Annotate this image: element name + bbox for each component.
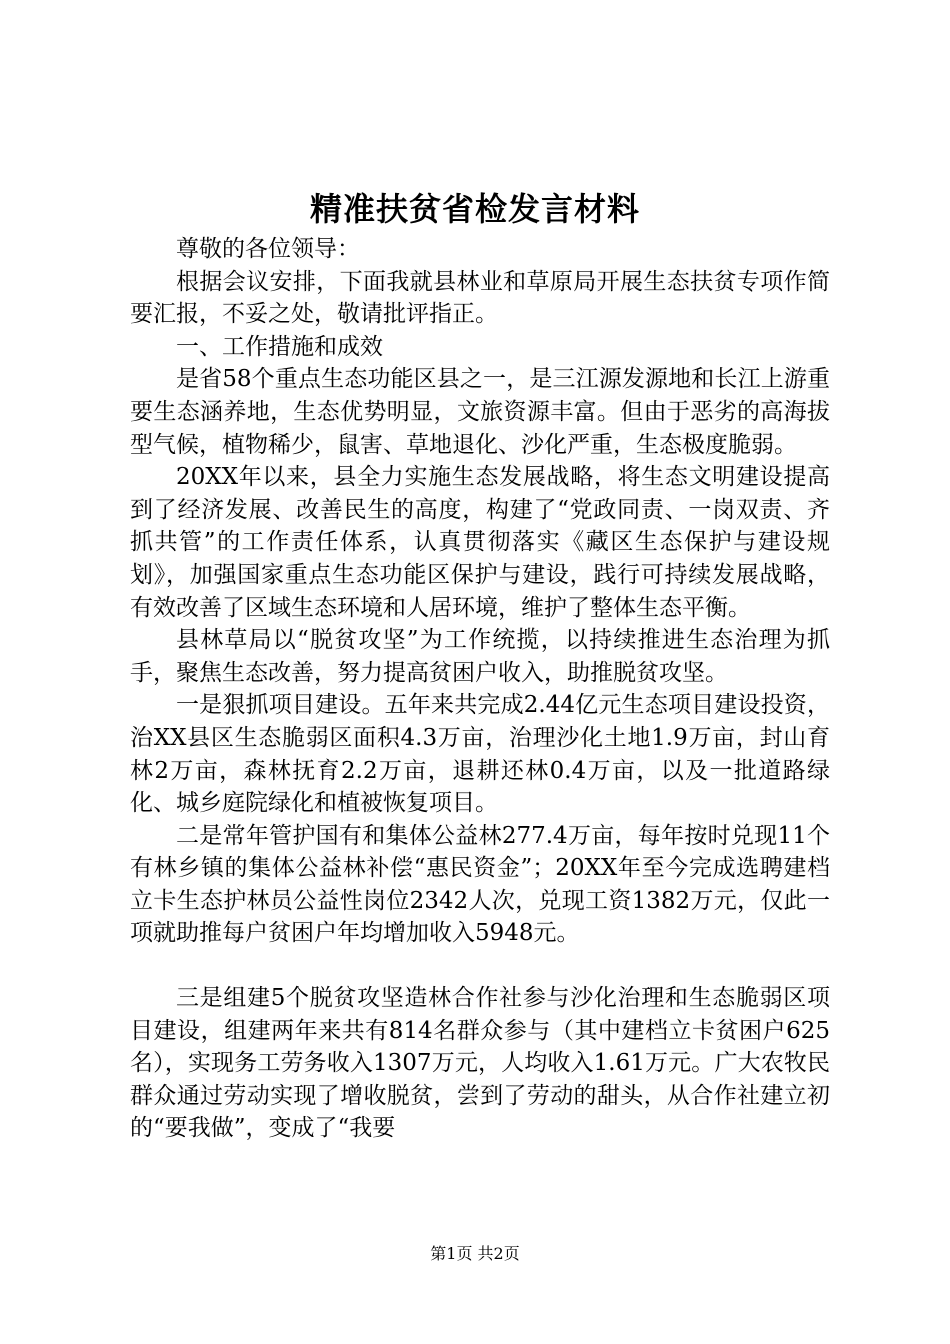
- intro-paragraph: 根据会议安排，下面我就县林业和草原局开展生态扶贫专项作简要汇报，不妥之处，敬请批评指正。: [130, 268, 830, 328]
- background-paragraph: 是省58个重点生态功能区县之一，是三江源发源地和长江上游重要生态涵养地，生态优势明显，文旅资源丰富。但由于恶劣的高海拔型气候，植物稀少，鼠害、草地退化、沙化严重，生态极度脆弱。: [130, 366, 830, 458]
- section-heading: 一、工作措施和成效: [176, 333, 383, 360]
- measure-two-paragraph: 二是常年管护国有和集体公益林277.4万亩，每年按时兑现11个有林乡镇的集体公益林补偿“惠民资金”；20XX年至今完成选聘建档立卡生态护林员公益性岗位2342人次，兑现工资1382万元，仅此一项就助推每户贫困户年均增加收入5948元。: [130, 822, 830, 947]
- strategy-paragraph: 20XX年以来，县全力实施生态发展战略，将生态文明建设提高到了经济发展、改善民生的高度，构建了“党政同责、一岗双责、齐抓共管”的工作责任体系，认真贯彻落实《藏区生态保护与建设规划》，加强国家重点生态功能区保护与建设，践行可持续发展战略，有效改善了区域生态环境和人居环境，维护了整体生态平衡。: [130, 464, 830, 621]
- measure-one-paragraph: 一是狠抓项目建设。五年来共完成2.44亿元生态项目建设投资，治XX县区生态脆弱区面积4.3万亩，治理沙化土地1.9万亩，封山育林2万亩，森林抚育2.2万亩，退耕还林0.4万亩，以及一批道路绿化、城乡庭院绿化和植被恢复项目。: [130, 692, 830, 817]
- page-number-footer: 第1页 共2页: [430, 1244, 520, 1263]
- document-body: [130, 233, 830, 1145]
- focus-paragraph: 县林草局以“脱贫攻坚”为工作统揽，以持续推进生态治理为抓手，聚焦生态改善，努力提高贫困户收入，助推脱贫攻坚。: [130, 627, 830, 686]
- measure-three-paragraph: 三是组建5个脱贫攻坚造林合作社参与沙化治理和生态脆弱区项目建设，组建两年来共有814名群众参与（其中建档立卡贫困户625名），实现务工劳务收入1307万元，人均收入1.61万元。广大农牧民群众通过劳动实现了增收脱贫，尝到了劳动的甜头，从合作社建立初的“要我做”，变成了“我要: [130, 985, 830, 1142]
- page-title: 精准扶贫省检发言材料: [309, 190, 640, 228]
- salutation-paragraph: 尊敬的各位领导：: [176, 236, 360, 262]
